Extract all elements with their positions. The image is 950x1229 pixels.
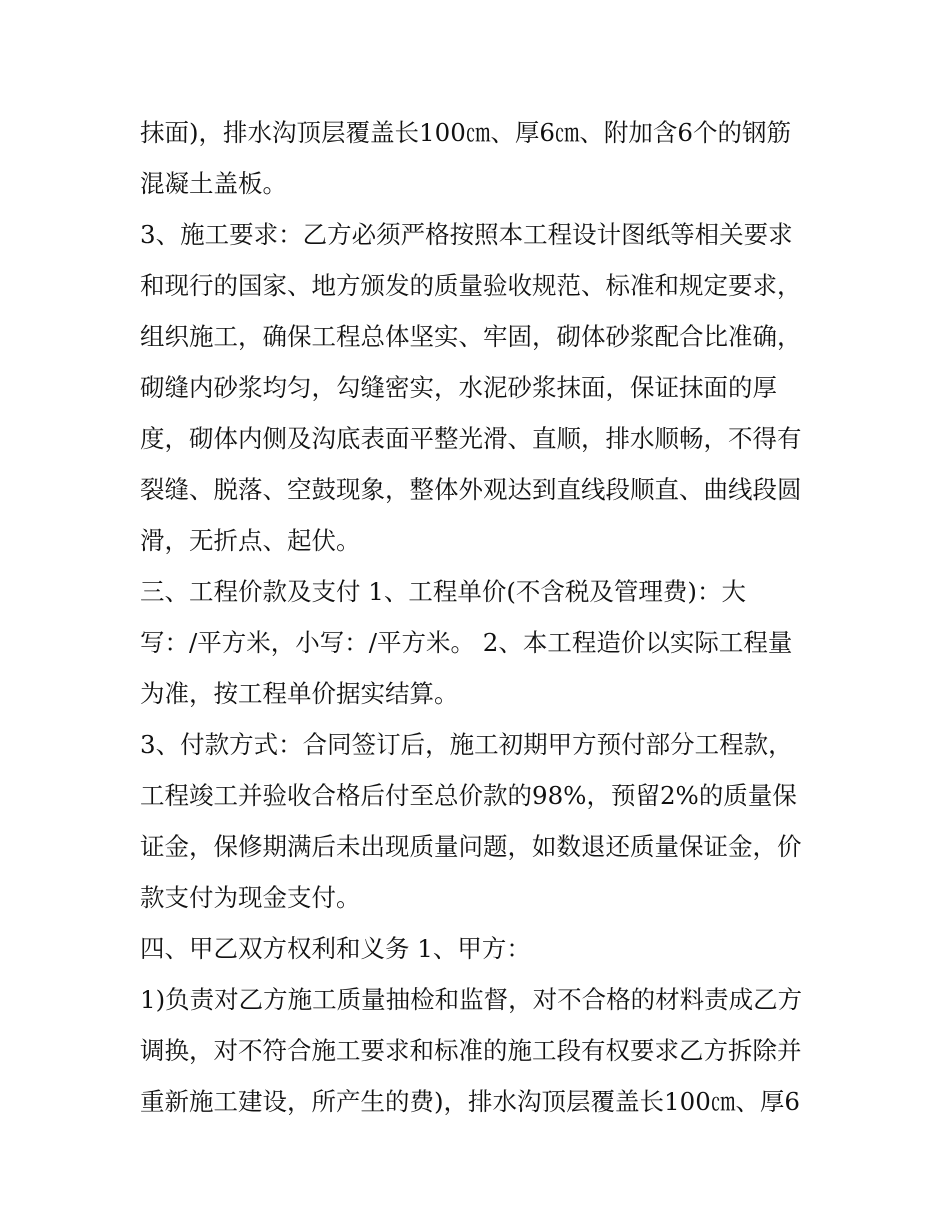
text-line: 和现行的国家、地方颁发的质量验收规范、标准和规定要求， xyxy=(140,271,802,300)
text-line: 1)负责对乙方施工质量抽检和监督，对不合格的材料责成乙方 xyxy=(140,985,803,1014)
text-line: 裂缝、脱落、空鼓现象，整体外观达到直线段顺直、曲线段圆 xyxy=(140,475,802,504)
text-line: 款支付为现金支付。 xyxy=(140,883,361,912)
text-line: 调换，对不符合施工要求和标准的施工段有权要求乙方拆除并 xyxy=(140,1036,802,1065)
text-line: 抹面)，排水沟顶层覆盖长100㎝、厚6㎝、附加含6个的钢筋 xyxy=(140,118,791,147)
text-line: 砌缝内砂浆均匀，勾缝密实，水泥砂浆抹面，保证抹面的厚 xyxy=(140,373,777,402)
text-line: 为准，按工程单价据实结算。 xyxy=(140,679,459,708)
text-line: 写：/平方米，小写：/平方米。 2、本工程造价以实际工程量 xyxy=(140,628,793,657)
text-line: 度，砌体内侧及沟底表面平整光滑、直顺，排水顺畅，不得有 xyxy=(140,424,802,453)
text-line: 四、甲乙双方权利和义务 1、甲方： xyxy=(140,934,531,963)
text-line: 组织施工，确保工程总体坚实、牢固，砌体砂浆配合比准确， xyxy=(140,322,802,351)
text-line: 工程竣工并验收合格后付至总价款的98%，预留2%的质量保 xyxy=(140,781,797,810)
text-line: 重新施工建设，所产生的费)，排水沟顶层覆盖长100㎝、厚6 xyxy=(140,1087,800,1116)
document-body xyxy=(140,107,820,1127)
text-line: 三、工程价款及支付 1、工程单价(不含税及管理费)：大 xyxy=(140,577,746,606)
text-line: 混凝土盖板。 xyxy=(140,169,287,198)
text-line: 滑，无折点、起伏。 xyxy=(140,526,361,555)
text-line: 3、付款方式：合同签订后，施工初期甲方预付部分工程款， xyxy=(140,730,793,759)
text-line: 3、施工要求：乙方必须严格按照本工程设计图纸等相关要求 xyxy=(140,220,793,249)
text-line: 证金，保修期满后未出现质量问题，如数退还质量保证金，价 xyxy=(140,832,802,861)
